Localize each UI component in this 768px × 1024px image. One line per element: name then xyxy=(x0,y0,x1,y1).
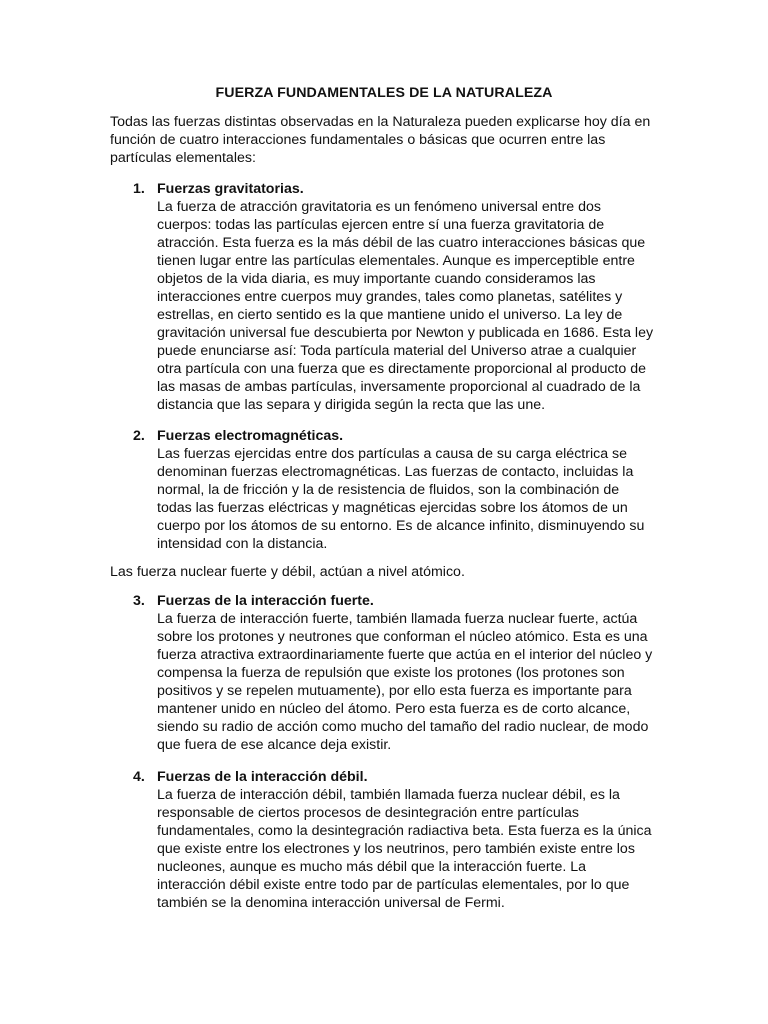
mid-paragraph: Las fuerza nuclear fuerte y débil, actúan a nivel atómico. xyxy=(110,564,465,580)
list-number: 1. xyxy=(133,181,145,197)
list-body: La fuerza de atracción gravitatoria es un fenómeno universal entre dos cuerpos: todas las partículas ejercen entre sí una fuerza gravitatoria de atracción. Esta fuerza es la más débil de las cuatro interacciones básicas que tienen lugar entre las partículas elementales. Aunque es imperceptible entre objetos de la vida diaria, es muy importante cuando consideramos las interacciones entre cuerpos muy grandes, tales como planetas, satélites y estrellas, en cierto sentido es la que mantiene unido el universo. La ley de gravitación universal fue descubierta por Newton y publicada en 1686. Esta ley puede enunciarse así: Toda partícula material del Universo atrae a cualquier otra partícula con una fuerza que es directamente proporcional al producto de las masas de ambas partículas, inversamente proporcional al cuadrado de la distancia que las separa y dirigida según la recta que las une. xyxy=(157,199,654,413)
list-heading: Fuerzas de la interacción fuerte. xyxy=(157,593,374,609)
list-heading: Fuerzas de la interacción débil. xyxy=(157,769,368,785)
list-item-electromagnetic xyxy=(133,427,655,553)
list-heading: Fuerzas gravitatorias. xyxy=(157,181,304,197)
list-item-gravitational xyxy=(133,180,655,414)
list-body: La fuerza de interacción débil, también llamada fuerza nuclear débil, es la responsable de ciertos procesos de desintegración entre partículas fundamentales, como la desintegración radiactiva beta. Esta fuerza es la única que existe entre los electrones y los neutrinos, pero también existe entre los nucleones, aunque es mucho más débil que la interacción fuerte. La interacción débil existe entre todo par de partículas elementales, por lo que también se la denomina interacción universal de Fermi. xyxy=(157,787,652,911)
list-body: La fuerza de interacción fuerte, también llamada fuerza nuclear fuerte, actúa sobre los protones y neutrones que conforman el núcleo atómico. Esta es una fuerza atractiva extraordinariamente fuerte que actúa en el interior del núcleo y compensa la fuerza de repulsión que existe los protones (los protones son positivos y se repelen mutuamente), por ello esta fuerza es importante para mantener unido en núcleo del átomo. Pero esta fuerza es de corto alcance, siendo su radio de acción como mucho del tamaño del radio nuclear, de modo que fuera de ese alcance deja existir. xyxy=(157,611,653,753)
list-number: 2. xyxy=(133,428,145,444)
list-heading: Fuerzas electromagnéticas. xyxy=(157,428,344,444)
list-item-weak-interaction xyxy=(133,768,655,912)
list-body: Las fuerzas ejercidas entre dos partículas a causa de su carga eléctrica se denominan fuerzas electromagnéticas. Las fuerzas de contacto, incluidas la normal, la de fricción y la de resistencia de fluidos, son la combinación de todas las fuerzas eléctricas y magnéticas ejercidas sobre los átomos de un cuerpo por los átomos de su entorno. Es de alcance infinito, disminuyendo su intensidad con la distancia. xyxy=(157,446,645,552)
list-item-strong-interaction xyxy=(133,592,655,754)
list-number: 4. xyxy=(133,769,145,785)
document-title: FUERZA FUNDAMENTALES DE LA NATURALEZA xyxy=(215,85,553,101)
intro-paragraph: Todas las fuerzas distintas observadas en la Naturaleza pueden explicarse hoy día en función de cuatro interacciones fundamentales o básicas que ocurren entre las partículas elementales: xyxy=(110,114,651,166)
list-number: 3. xyxy=(133,593,145,609)
